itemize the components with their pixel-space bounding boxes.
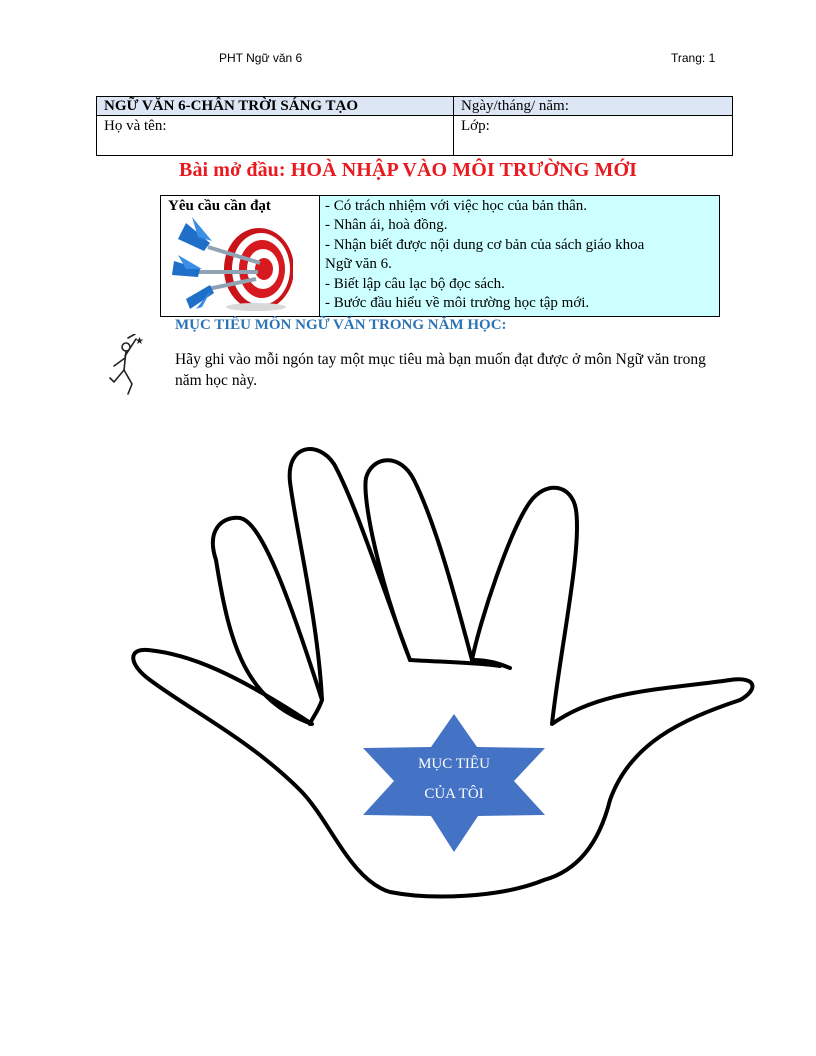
svg-text:★: ★ [135, 336, 144, 347]
goals-instruction: Hãy ghi vào mỗi ngón tay một mục tiêu mà bạn muốn đạt được ở môn Ngữ văn trong năm học này. [175, 351, 706, 389]
requirement-item: - Nhận biết được nội dung cơ bản của sách giáo khoa [325, 236, 645, 253]
star-label-line2: CỦA TÔI [424, 786, 484, 802]
requirements-label: Yêu cầu cần đạt [168, 198, 271, 214]
subject-cell: NGỮ VĂN 6-CHÂN TRỜI SÁNG TẠO [97, 97, 454, 116]
star-label-line1: MỤC TIÊU [418, 756, 490, 772]
header-left: PHT Ngữ văn 6 [219, 51, 303, 65]
date-field[interactable]: Ngày/tháng/ năm: [454, 97, 733, 116]
page-number: Trang: 1 [671, 51, 716, 65]
goals-heading: MỤC TIÊU MÔN NGỮ VĂN TRONG NĂM HỌC: [175, 317, 507, 333]
requirement-item: - Có trách nhiệm với việc học của bản thân. [325, 198, 588, 214]
requirement-item: - Bước đầu hiểu về môi trường học tập mới. [325, 295, 590, 312]
name-field[interactable]: Họ và tên: [97, 116, 454, 156]
class-field[interactable]: Lớp: [454, 116, 733, 156]
requirement-item: Ngữ văn 6. [325, 256, 392, 273]
goal-star [363, 714, 545, 852]
lesson-title: Bài mở đầu: HOÀ NHẬP VÀO MÔI TRƯỜNG MỚI [179, 159, 637, 181]
requirement-item: - Nhân ái, hoà đồng. [325, 217, 448, 234]
requirement-item: - Biết lập câu lạc bộ đọc sách. [325, 275, 505, 292]
